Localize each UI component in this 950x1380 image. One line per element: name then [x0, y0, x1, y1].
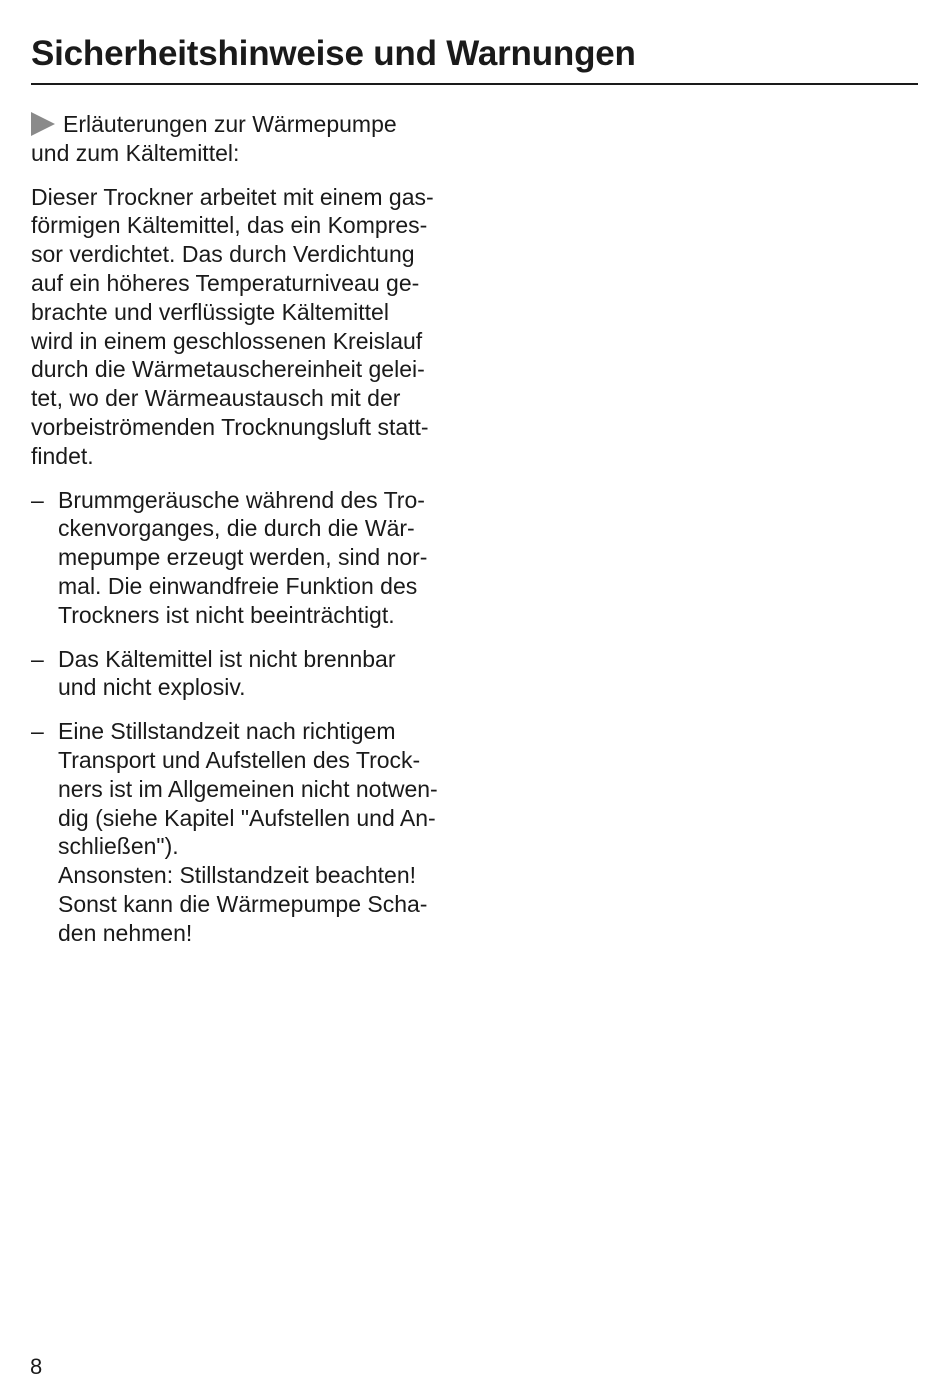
list-line: schließen"). [58, 833, 179, 860]
list-line: dig (siehe Kapitel "Aufstellen und An- [58, 804, 436, 831]
page-number: 8 [30, 1354, 43, 1379]
list-item [31, 645, 471, 703]
list-line: den nehmen! [58, 919, 193, 946]
list-line: Transport und Aufstellen des Trock- [58, 746, 421, 773]
paragraph-line: Dieser Trockner arbeitet mit einem gas- [31, 183, 434, 210]
intro-line: und zum Kältemittel: [31, 139, 240, 166]
section-intro [31, 110, 471, 168]
paragraph-line: auf ein höheres Temperaturniveau ge- [31, 269, 420, 296]
list-line: mal. Die einwandfreie Funktion des [58, 572, 418, 599]
dash-marker: – [31, 486, 44, 513]
paragraph-line: durch die Wärmetauschereinheit gelei- [31, 356, 425, 383]
list-item [31, 717, 471, 947]
list-line: Eine Stillstandzeit nach richtigem [58, 718, 396, 745]
list-line: Trockners ist nicht beeinträchtigt. [58, 601, 395, 628]
paragraph-line: vorbeiströmenden Trocknungsluft statt- [31, 413, 429, 440]
safety-section [31, 110, 471, 963]
list-line: ners ist im Allgemeinen nicht notwen- [58, 775, 438, 802]
list-line: ckenvorganges, die durch die Wär- [58, 515, 415, 542]
dash-marker: – [31, 718, 44, 745]
list-line: Ansonsten: Stillstandzeit beachten! [58, 862, 417, 889]
header-divider [31, 83, 918, 85]
paragraph-line: wird in einem geschlossenen Kreislauf [31, 327, 423, 354]
intro-line [31, 110, 471, 139]
page-title: Sicherheitshinweise und Warnungen [31, 34, 636, 73]
list-line: und nicht explosiv. [58, 674, 246, 701]
refrigerant-paragraph [31, 183, 471, 471]
paragraph-line: sor verdichtet. Das durch Verdichtung [31, 241, 415, 268]
intro-text: Erläuterungen zur Wärmepumpe [63, 111, 397, 137]
paragraph-line: brachte und verflüssigte Kältemittel [31, 298, 389, 325]
list-line: mepumpe erzeugt werden, sind nor- [58, 544, 428, 571]
paragraph-line: findet. [31, 442, 94, 469]
list-line: Sonst kann die Wärmepumpe Scha- [58, 890, 428, 917]
list-line: Brummgeräusche während des Tro- [58, 486, 425, 513]
notes-list [31, 486, 471, 948]
dash-marker: – [31, 645, 44, 672]
paragraph-line: tet, wo der Wärmeaustausch mit der [31, 385, 401, 412]
page-header [31, 30, 918, 78]
list-line: Das Kältemittel ist nicht brennbar [58, 645, 396, 672]
list-item [31, 486, 471, 630]
arrow-right-triangle-icon [31, 112, 55, 136]
paragraph-line: förmigen Kältemittel, das ein Kompres- [31, 212, 428, 239]
